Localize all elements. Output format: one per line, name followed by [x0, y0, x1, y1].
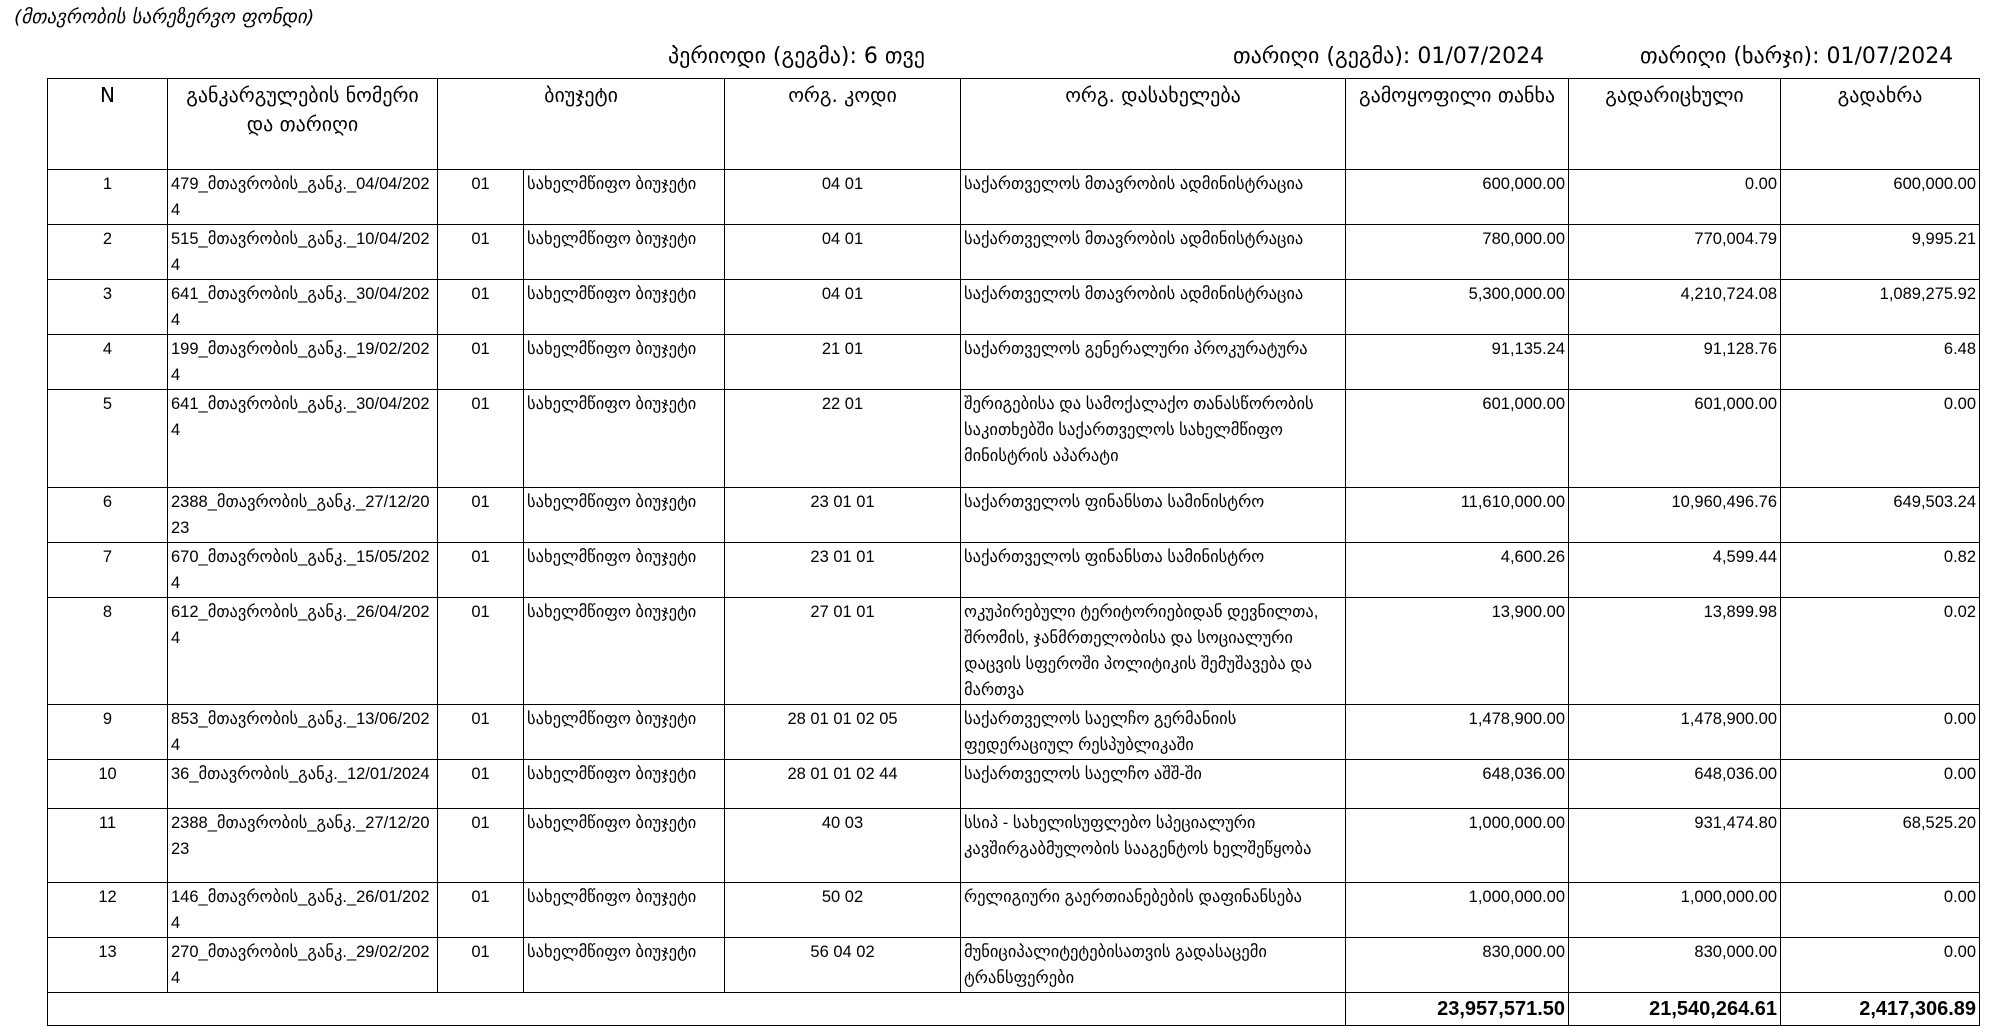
- table-row: [48, 335, 1980, 390]
- balance-cell: 0.00: [1781, 760, 1980, 809]
- balance-cell: 0.00: [1781, 938, 1980, 993]
- budget-name-cell: სახელმწიფო ბიუჯეტი: [524, 705, 725, 760]
- transferred-cell: 601,000.00: [1569, 390, 1781, 488]
- transferred-cell: 13,899.98: [1569, 598, 1781, 705]
- total-allocated: 23,957,571.50: [1346, 993, 1569, 1026]
- balance-cell: 1,089,275.92: [1781, 280, 1980, 335]
- org-name-cell: საქართველოს გენერალური პროკურატურა: [961, 335, 1346, 390]
- budget-code-cell: 01: [438, 335, 524, 390]
- allocated-cell: 1,000,000.00: [1346, 883, 1569, 938]
- col-header-allocated: გამოყოფილი თანხა: [1346, 79, 1569, 170]
- reserve-fund-table: [47, 78, 1980, 1026]
- decree-cell: 479_მთავრობის_განკ._04/04/2024: [168, 170, 438, 225]
- decree-cell: 612_მთავრობის_განკ._26/04/2024: [168, 598, 438, 705]
- budget-name-cell: სახელმწიფო ბიუჯეტი: [524, 390, 725, 488]
- budget-code-cell: 01: [438, 488, 524, 543]
- allocated-cell: 4,600.26: [1346, 543, 1569, 598]
- org-name-cell: საქართველოს ფინანსთა სამინისტრო: [961, 488, 1346, 543]
- transferred-cell: 4,210,724.08: [1569, 280, 1781, 335]
- org-name-cell: სსიპ - სახელისუფლებო სპეციალური კავშირგაბმულობის სააგენტოს ხელშეწყობა: [961, 809, 1346, 883]
- budget-name-cell: სახელმწიფო ბიუჯეტი: [524, 938, 725, 993]
- org-name-cell: მუნიციპალიტეტებისათვის გადასაცემი ტრანსფერები: [961, 938, 1346, 993]
- col-header-budget: ბიუჯეტი: [438, 79, 725, 170]
- table-header-row: [48, 79, 1980, 170]
- decree-cell: 2388_მთავრობის_განკ._27/12/2023: [168, 809, 438, 883]
- transferred-cell: 1,000,000.00: [1569, 883, 1781, 938]
- decree-cell: 641_მთავრობის_განკ._30/04/2024: [168, 390, 438, 488]
- org-code-cell: 04 01: [725, 225, 961, 280]
- decree-cell: 853_მთავრობის_განკ._13/06/2024: [168, 705, 438, 760]
- row-number: 7: [48, 543, 168, 598]
- period-label: პერიოდი (გეგმა): 6 თვე: [668, 44, 925, 69]
- org-name-cell: საქართველოს მთავრობის ადმინისტრაცია: [961, 280, 1346, 335]
- decree-cell: 36_მთავრობის_განკ._12/01/2024: [168, 760, 438, 809]
- transferred-cell: 770,004.79: [1569, 225, 1781, 280]
- budget-name-cell: სახელმწიფო ბიუჯეტი: [524, 488, 725, 543]
- budget-name-cell: სახელმწიფო ბიუჯეტი: [524, 883, 725, 938]
- balance-cell: 0.00: [1781, 883, 1980, 938]
- allocated-cell: 830,000.00: [1346, 938, 1569, 993]
- row-number: 2: [48, 225, 168, 280]
- org-name-cell: საქართველოს საელჩო აშშ-ში: [961, 760, 1346, 809]
- table-row: [48, 488, 1980, 543]
- row-number: 10: [48, 760, 168, 809]
- org-name-cell: საქართველოს მთავრობის ადმინისტრაცია: [961, 170, 1346, 225]
- allocated-cell: 648,036.00: [1346, 760, 1569, 809]
- col-header-balance: გადახრა: [1781, 79, 1980, 170]
- balance-cell: 9,995.21: [1781, 225, 1980, 280]
- decree-cell: 146_მთავრობის_განკ._26/01/2024: [168, 883, 438, 938]
- org-code-cell: 40 03: [725, 809, 961, 883]
- balance-cell: 649,503.24: [1781, 488, 1980, 543]
- row-number: 6: [48, 488, 168, 543]
- transferred-cell: 91,128.76: [1569, 335, 1781, 390]
- table-row: [48, 938, 1980, 993]
- transferred-cell: 830,000.00: [1569, 938, 1781, 993]
- table-row: [48, 598, 1980, 705]
- org-name-cell: შერიგებისა და სამოქალაქო თანასწორობის საკითხებში საქართველოს სახელმწიფო მინისტრის აპარატი: [961, 390, 1346, 488]
- report-subtitle: (მთავრობის სარეზერვო ფონდი): [14, 6, 315, 28]
- decree-cell: 515_მთავრობის_განკ._10/04/2024: [168, 225, 438, 280]
- budget-code-cell: 01: [438, 705, 524, 760]
- col-header-org-code: ორგ. კოდი: [725, 79, 961, 170]
- col-header-decree: განკარგულების ნომერი და თარიღი: [168, 79, 438, 170]
- org-code-cell: 04 01: [725, 280, 961, 335]
- col-header-transferred: გადარიცხული: [1569, 79, 1781, 170]
- row-number: 12: [48, 883, 168, 938]
- row-number: 8: [48, 598, 168, 705]
- table-row: [48, 809, 1980, 883]
- transferred-cell: 931,474.80: [1569, 809, 1781, 883]
- decree-cell: 641_მთავრობის_განკ._30/04/2024: [168, 280, 438, 335]
- table-row: [48, 543, 1980, 598]
- totals-row: [48, 993, 1980, 1026]
- allocated-cell: 13,900.00: [1346, 598, 1569, 705]
- date-fact-label: თარიღი (ხარჯი): 01/07/2024: [1640, 44, 1954, 69]
- balance-cell: 0.82: [1781, 543, 1980, 598]
- budget-name-cell: სახელმწიფო ბიუჯეტი: [524, 760, 725, 809]
- budget-name-cell: სახელმწიფო ბიუჯეტი: [524, 809, 725, 883]
- budget-code-cell: 01: [438, 390, 524, 488]
- budget-code-cell: 01: [438, 938, 524, 993]
- table-row: [48, 390, 1980, 488]
- table-row: [48, 280, 1980, 335]
- total-balance: 2,417,306.89: [1781, 993, 1980, 1026]
- table-row: [48, 170, 1980, 225]
- balance-cell: 6.48: [1781, 335, 1980, 390]
- row-number: 3: [48, 280, 168, 335]
- row-number: 11: [48, 809, 168, 883]
- table-row: [48, 760, 1980, 809]
- date-plan-label: თარიღი (გეგმა): 01/07/2024: [1233, 44, 1545, 69]
- row-number: 13: [48, 938, 168, 993]
- allocated-cell: 601,000.00: [1346, 390, 1569, 488]
- transferred-cell: 0.00: [1569, 170, 1781, 225]
- allocated-cell: 780,000.00: [1346, 225, 1569, 280]
- allocated-cell: 11,610,000.00: [1346, 488, 1569, 543]
- budget-code-cell: 01: [438, 883, 524, 938]
- budget-name-cell: სახელმწიფო ბიუჯეტი: [524, 280, 725, 335]
- budget-name-cell: სახელმწიფო ბიუჯეტი: [524, 598, 725, 705]
- transferred-cell: 648,036.00: [1569, 760, 1781, 809]
- table-row: [48, 883, 1980, 938]
- budget-code-cell: 01: [438, 760, 524, 809]
- balance-cell: 0.00: [1781, 390, 1980, 488]
- row-number: 9: [48, 705, 168, 760]
- total-transferred: 21,540,264.61: [1569, 993, 1781, 1026]
- balance-cell: 68,525.20: [1781, 809, 1980, 883]
- allocated-cell: 600,000.00: [1346, 170, 1569, 225]
- org-code-cell: 50 02: [725, 883, 961, 938]
- org-code-cell: 21 01: [725, 335, 961, 390]
- totals-spacer: [48, 993, 1346, 1026]
- allocated-cell: 1,478,900.00: [1346, 705, 1569, 760]
- decree-cell: 270_მთავრობის_განკ._29/02/2024: [168, 938, 438, 993]
- org-code-cell: 23 01 01: [725, 488, 961, 543]
- budget-code-cell: 01: [438, 280, 524, 335]
- decree-cell: 2388_მთავრობის_განკ._27/12/2023: [168, 488, 438, 543]
- decree-cell: 670_მთავრობის_განკ._15/05/2024: [168, 543, 438, 598]
- org-code-cell: 23 01 01: [725, 543, 961, 598]
- row-number: 5: [48, 390, 168, 488]
- row-number: 1: [48, 170, 168, 225]
- transferred-cell: 4,599.44: [1569, 543, 1781, 598]
- org-code-cell: 22 01: [725, 390, 961, 488]
- org-name-cell: საქართველოს ფინანსთა სამინისტრო: [961, 543, 1346, 598]
- allocated-cell: 1,000,000.00: [1346, 809, 1569, 883]
- org-code-cell: 28 01 01 02 44: [725, 760, 961, 809]
- transferred-cell: 1,478,900.00: [1569, 705, 1781, 760]
- budget-code-cell: 01: [438, 543, 524, 598]
- org-code-cell: 56 04 02: [725, 938, 961, 993]
- col-header-n: N: [48, 79, 168, 170]
- budget-code-cell: 01: [438, 225, 524, 280]
- budget-name-cell: სახელმწიფო ბიუჯეტი: [524, 170, 725, 225]
- budget-name-cell: სახელმწიფო ბიუჯეტი: [524, 543, 725, 598]
- budget-code-cell: 01: [438, 598, 524, 705]
- org-name-cell: საქართველოს საელჩო გერმანიის ფედერაციულ რესპუბლიკაში: [961, 705, 1346, 760]
- budget-name-cell: სახელმწიფო ბიუჯეტი: [524, 335, 725, 390]
- allocated-cell: 5,300,000.00: [1346, 280, 1569, 335]
- budget-code-cell: 01: [438, 170, 524, 225]
- org-name-cell: საქართველოს მთავრობის ადმინისტრაცია: [961, 225, 1346, 280]
- org-code-cell: 28 01 01 02 05: [725, 705, 961, 760]
- table-row: [48, 705, 1980, 760]
- transferred-cell: 10,960,496.76: [1569, 488, 1781, 543]
- table-body: [48, 170, 1980, 993]
- org-code-cell: 27 01 01: [725, 598, 961, 705]
- decree-cell: 199_მთავრობის_განკ._19/02/2024: [168, 335, 438, 390]
- col-header-org-name: ორგ. დასახელება: [961, 79, 1346, 170]
- table-row: [48, 225, 1980, 280]
- row-number: 4: [48, 335, 168, 390]
- balance-cell: 0.02: [1781, 598, 1980, 705]
- budget-code-cell: 01: [438, 809, 524, 883]
- balance-cell: 0.00: [1781, 705, 1980, 760]
- org-name-cell: ოკუპირებული ტერიტორიებიდან დევნილთა, შრომის, ჯანმრთელობისა და სოციალური დაცვის სფეროში პოლიტიკის შემუშავება და მართვა: [961, 598, 1346, 705]
- budget-name-cell: სახელმწიფო ბიუჯეტი: [524, 225, 725, 280]
- balance-cell: 600,000.00: [1781, 170, 1980, 225]
- org-code-cell: 04 01: [725, 170, 961, 225]
- allocated-cell: 91,135.24: [1346, 335, 1569, 390]
- org-name-cell: რელიგიური გაერთიანებების დაფინანსება: [961, 883, 1346, 938]
